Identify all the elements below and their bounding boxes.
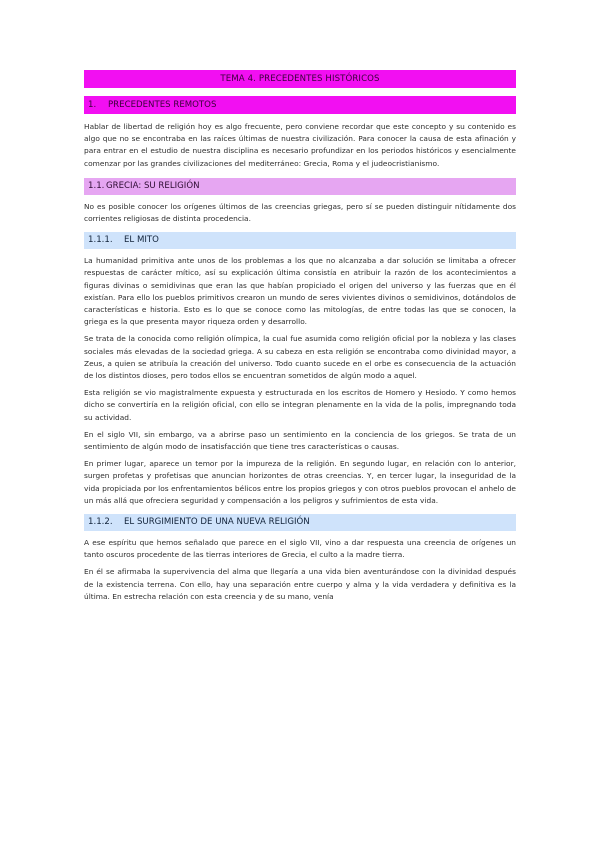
heading-label: EL MITO (124, 235, 159, 246)
paragraph-intro: Hablar de libertad de religión hoy es algo frecuente, pero conviene recordar que este concepto y su contenido es algo que no se encontraba en las raíces últimas de nuestra civilización. Para conocer la causa de esta afinación y para entrar en el estudio de nuestra disciplina es necesario profundizar en los periodos históricos y esencialmente comenzar por las grandes civilizaciones del mediterráneo: Grecia, Roma y el judeocristianismo. (84, 122, 516, 168)
heading-number: 1. (88, 100, 97, 110)
paragraph-myth-4: En el siglo VII, sin embargo, va a abrirse paso un sentimiento en la conciencia de los griegos. Se trata de un sentimiento de algún modo de insatisfacción que tiene tres características o causas. (84, 429, 516, 452)
heading-section-1-1-2 (84, 514, 516, 531)
heading-section-1-1 (84, 178, 516, 195)
heading-number: 1.1. (88, 180, 105, 191)
heading-label: EL SURGIMIENTO DE UNA NUEVA RELIGIÓN (124, 517, 310, 528)
heading-section-1-1-1 (84, 232, 516, 249)
paragraph-myth-3: Esta religión se vio magistralmente expuesta y estructurada en los escritos de Homero y Hesiodo. Y como hemos dicho se convertiría en la religión oficial, con ello se integran plenamente en la vida de la polis, impregnando toda su actividad. (84, 388, 516, 422)
paragraph-myth-5: En primer lugar, aparece un temor por la impureza de la religión. En segundo lugar, en relación con lo anterior, surgen profetas y profetisas que anuncian horizontes de otras creencias. Y, en tercer lugar, la inseguridad de la vida propiciada por los enfrentamientos bélicos entre los propios griegos y con otros pueblos provocan el anhelo de un más allá que ofreciera seguridad y compensación a los peligros y sufrimientos de esta vida. (84, 459, 516, 505)
paragraph-new-religion-2: En él se afirmaba la supervivencia del alma que llegaría a una vida bien aventurándose con la divinidad después de la existencia terrena. Con ello, hay una separación entre cuerpo y alma y la vida verdadera y definitiva es la última. En estrecha relación con esta creencia y de su mano, venía (84, 567, 516, 601)
paragraph-greek-origins: No es posible conocer los orígenes últimos de las creencias griegas, pero sí se pueden distinguir nítidamente dos corrientes religiosas de distinta procedencia. (84, 201, 516, 224)
heading-label: PRECEDENTES REMOTOS (108, 100, 217, 110)
document-title: TEMA 4. PRECEDENTES HISTÓRICOS (84, 70, 516, 88)
heading-number: 1.1.1. (88, 235, 113, 246)
heading-section-1 (84, 96, 516, 114)
heading-label: GRECIA: SU RELIGIÓN (106, 180, 200, 191)
paragraph-new-religion-1: A ese espíritu que hemos señalado que parece en el siglo VII, vino a dar respuesta una creencia de orígenes un tanto oscuros procedente de las tierras interiores de Grecia, el culto a la madre tierra. (84, 538, 516, 560)
paragraph-myth-2: Se trata de la conocida como religión olímpica, la cual fue asumida como religión oficial por la nobleza y las clases sociales más elevadas de la sociedad griega. A su cabeza en esta religión se encontraba como divinidad mayor, a Zeus, a quien se atribuía la creación del universo. Todo cuanto sucede en el orbe es consecuencia de la actuación de los distintos dioses, pero todos ellos se encuentran sometidos de algún modo a aquel. (84, 334, 516, 381)
paragraph-myth-1: La humanidad primitiva ante unos de los problemas a los que no alcanzaba a dar solución se limitaba a ofrecer respuestas de carácter mítico, así su explicación última consistía en atribuir la razón de los acontecimientos a figuras divinas o semidivinas que eran las que habían propiciado el origen del universo y las fuerzas que en él existían. Para ello los pueblos primitivos crearon un mundo de seres vivientes divinos o semidivinos, dotándolos de características e historia. Esto es lo que se conoce como las mitologías, de entre todas las que se conocen, la griega es la que presenta mayor riqueza orden y desarrollo. (84, 256, 516, 327)
heading-number: 1.1.2. (88, 517, 113, 528)
